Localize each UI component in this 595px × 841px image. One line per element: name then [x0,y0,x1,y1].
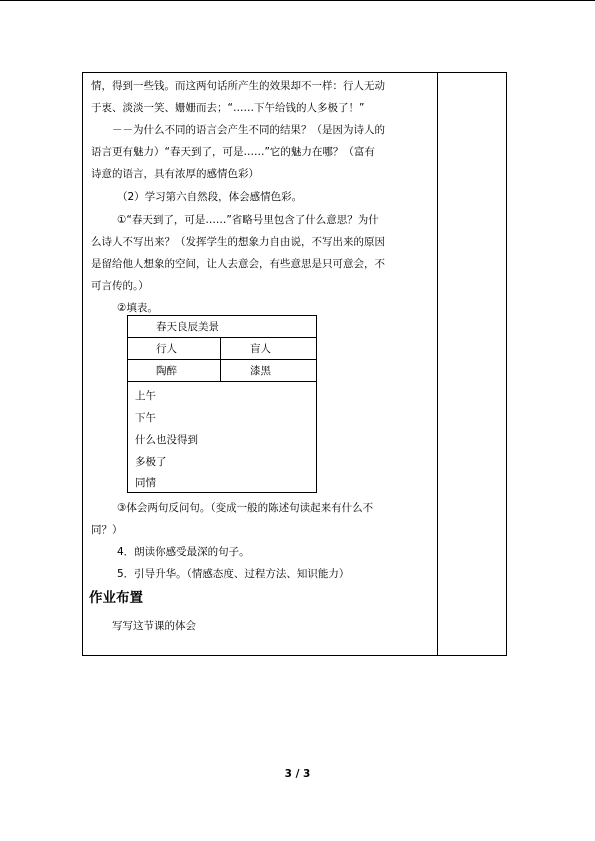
homework-heading: 作业布置 [89,590,143,606]
text-line: （2）学习第六自然段，体会感情色彩。 [117,191,303,203]
text-line: 诗意的语言，具有浓厚的感情色彩） [91,168,259,180]
text-line: ②填表。 [117,302,158,314]
column-divider [437,73,438,655]
page-number: 3 / 3 [284,768,311,780]
fill-table-list-item: 什么也没得到 [135,434,198,446]
top-rule [0,0,595,1]
text-line: ③体会两句反问句。（变成一般的陈述句读起来有什么不 [117,502,374,514]
fill-table-cell: 漆黑 [250,365,271,377]
text-line: 是留给他人想象的空间，让人去意会，有些意思是只可意会，不 [91,258,385,270]
fill-table-cell: 盲人 [250,343,271,355]
text-line: ①“春天到了，可是……”省略号里包含了什么意思？为什 [117,214,379,226]
text-line: 情，得到一些钱。而这两句话所产生的效果却不一样：行人无动 [91,80,385,92]
text-line: 同？） [91,524,123,536]
text-line: 5．引导升华。（情感态度、过程方法、知识能力） [117,568,350,580]
fill-in-table [127,315,317,493]
fill-table-cell: 陶醉 [156,365,177,377]
fill-table-list-item: 上午 [135,390,156,402]
fill-table-divider [220,338,221,382]
fill-table-cell: 行人 [156,343,177,355]
fill-table-header: 春天良辰美景 [156,321,219,333]
text-line: 么诗人不写出来？（发挥学生的想象力自由说，不写出来的原因 [91,236,385,248]
text-line: 语言更有魅力）“春天到了，可是……”它的魅力在哪？（富有 [91,146,375,158]
fill-table-header-row [128,316,316,338]
fill-table-list-item: 多极了 [135,456,167,468]
text-line: 可言传的。） [91,280,149,292]
fill-table-row [128,338,316,360]
fill-table-list-item: 同情 [135,477,156,489]
text-line: 于衷、淡淡一笑、姗姗而去；“……下午给钱的人多极了！” [91,102,365,114]
text-line: 4．朗读你感受最深的句子。 [117,546,250,558]
fill-table-row [128,360,316,382]
homework-text: 写写这节课的体会 [112,620,196,632]
lesson-plan-table [82,72,507,656]
fill-table-list-item: 下午 [135,412,156,424]
text-line: －－为什么不同的语言会产生不同的结果？（是因为诗人的 [112,124,385,136]
